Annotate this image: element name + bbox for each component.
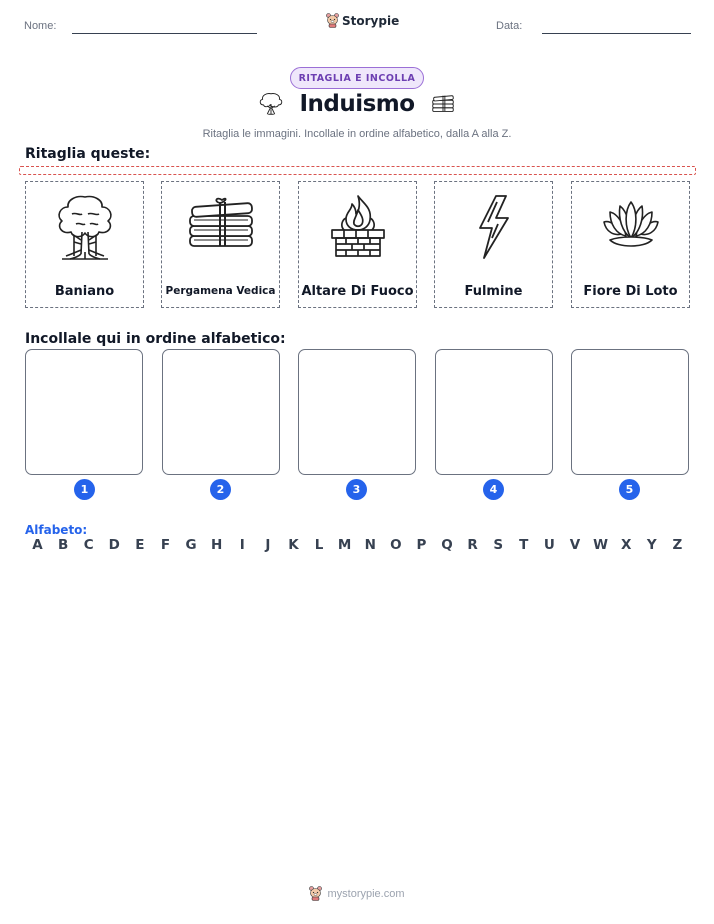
alphabet-letter: C	[83, 537, 94, 553]
alphabet-letter: A	[32, 537, 43, 553]
slot-number-4: 4	[483, 479, 504, 500]
alphabet-label: Alfabeto:	[25, 523, 88, 537]
alphabet-letter: D	[108, 537, 120, 553]
slot-number-5: 5	[619, 479, 640, 500]
lotus-flower-icon	[600, 200, 662, 252]
bear-mascot-icon	[326, 13, 339, 28]
paste-box-4[interactable]	[435, 349, 553, 475]
storypie-logo	[326, 13, 399, 28]
alphabet-letter: J	[265, 537, 271, 553]
alphabet-letter: O	[390, 537, 402, 553]
card-label: Fiore Di Loto	[583, 284, 678, 299]
cut-card-baniano[interactable]	[25, 181, 144, 308]
paste-heading: Incollale qui in ordine alfabetico:	[25, 331, 286, 347]
date-field[interactable]	[542, 33, 691, 34]
alphabet-letter: S	[493, 537, 504, 553]
alphabet-letter: F	[160, 537, 171, 553]
cut-card-fiore-di-loto[interactable]	[571, 181, 690, 308]
vedic-scroll-icon	[186, 196, 256, 252]
alphabet-letter: K	[288, 537, 299, 553]
slot-number-3: 3	[346, 479, 367, 500]
alphabet-letter: B	[57, 537, 69, 553]
page-title: Induismo	[299, 91, 415, 117]
cut-heading: Ritaglia queste:	[25, 146, 151, 162]
lightning-icon	[474, 194, 514, 260]
alphabet-letter: E	[135, 537, 145, 553]
alphabet-letter: R	[467, 537, 478, 553]
instructions: Ritaglia le immagini. Incollale in ordine alfabetico, dalla A alla Z.	[202, 128, 512, 140]
paste-box-2[interactable]	[162, 349, 280, 475]
banyan-tree-icon	[257, 90, 285, 118]
paste-box-3[interactable]	[298, 349, 416, 475]
cut-card-altare-di-fuoco[interactable]	[298, 181, 417, 308]
alphabet-letter: T	[519, 537, 529, 553]
footer-url[interactable]: mystorypie.com	[327, 887, 405, 900]
vedic-scroll-icon	[429, 90, 457, 118]
banyan-tree-icon	[52, 194, 118, 262]
activity-badge: RITAGLIA E INCOLLA	[290, 67, 424, 89]
card-label: Altare Di Fuoco	[301, 284, 414, 299]
alphabet-letter: H	[211, 537, 223, 553]
fire-altar-icon	[326, 194, 390, 260]
paste-box-5[interactable]	[571, 349, 689, 475]
title-row	[0, 90, 714, 118]
alphabet-letter: Z	[672, 537, 683, 553]
alphabet-row	[25, 537, 690, 553]
alphabet-letter: M	[337, 537, 352, 553]
alphabet-letter: N	[364, 537, 376, 553]
slot-number-1: 1	[74, 479, 95, 500]
cut-card-fulmine[interactable]	[434, 181, 553, 308]
logo-text: Storypie	[342, 13, 400, 28]
card-label: Pergamena Vedica	[165, 285, 276, 297]
card-label: Baniano	[54, 284, 115, 299]
slot-number-2: 2	[210, 479, 231, 500]
name-label: Nome:	[24, 20, 57, 32]
card-label: Fulmine	[464, 284, 523, 299]
alphabet-letter: Q	[441, 537, 453, 553]
alphabet-letter: V	[569, 537, 581, 553]
cut-card-pergamena-vedica[interactable]	[161, 181, 280, 308]
paste-box-1[interactable]	[25, 349, 143, 475]
date-label: Data:	[496, 20, 523, 32]
alphabet-letter: X	[620, 537, 632, 553]
alphabet-letter: G	[185, 537, 197, 553]
alphabet-letter: P	[416, 537, 427, 553]
footer	[0, 886, 714, 901]
name-field[interactable]	[72, 33, 257, 34]
alphabet-letter: U	[543, 537, 555, 553]
alphabet-letter: Y	[646, 537, 657, 553]
alphabet-letter: L	[314, 537, 324, 553]
cut-line	[19, 166, 696, 175]
bear-mascot-icon	[309, 886, 322, 901]
alphabet-letter: W	[593, 537, 609, 553]
alphabet-letter: I	[239, 537, 245, 553]
